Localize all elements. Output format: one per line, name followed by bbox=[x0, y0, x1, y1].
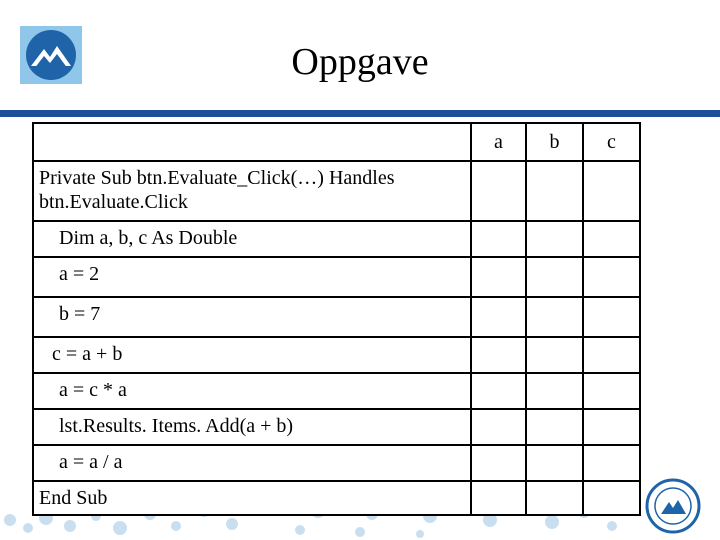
code-trace-table bbox=[32, 122, 641, 516]
table-row bbox=[33, 337, 640, 373]
value-cell-c[interactable] bbox=[583, 409, 640, 445]
table-header-row bbox=[33, 123, 640, 161]
value-cell-a[interactable] bbox=[471, 297, 526, 337]
value-cell-c[interactable] bbox=[583, 373, 640, 409]
table-row bbox=[33, 257, 640, 297]
code-cell bbox=[33, 337, 471, 373]
value-cell-b[interactable] bbox=[526, 481, 583, 515]
code-cell bbox=[33, 161, 471, 221]
code-line: End Sub bbox=[39, 487, 108, 509]
header-b: b bbox=[526, 123, 583, 161]
code-line: a = c * a bbox=[59, 379, 127, 401]
code-cell bbox=[33, 221, 471, 257]
value-cell-a[interactable] bbox=[471, 221, 526, 257]
value-cell-a[interactable] bbox=[471, 481, 526, 515]
value-cell-b[interactable] bbox=[526, 409, 583, 445]
header-c: c bbox=[583, 123, 640, 161]
title-divider bbox=[0, 110, 720, 117]
value-cell-c[interactable] bbox=[583, 481, 640, 515]
value-cell-c[interactable] bbox=[583, 445, 640, 481]
value-cell-b[interactable] bbox=[526, 373, 583, 409]
code-line: b = 7 bbox=[59, 303, 101, 325]
slide-title: Oppgave bbox=[291, 41, 429, 83]
code-cell bbox=[33, 373, 471, 409]
table-row bbox=[33, 297, 640, 337]
value-cell-b[interactable] bbox=[526, 297, 583, 337]
code-cell bbox=[33, 257, 471, 297]
table-row bbox=[33, 409, 640, 445]
code-cell bbox=[33, 297, 471, 337]
table-row bbox=[33, 481, 640, 515]
value-cell-a[interactable] bbox=[471, 337, 526, 373]
code-cell bbox=[33, 409, 471, 445]
value-cell-c[interactable] bbox=[583, 257, 640, 297]
value-cell-b[interactable] bbox=[526, 257, 583, 297]
value-cell-c[interactable] bbox=[583, 337, 640, 373]
code-line: lst.Results. Items. Add(a + b) bbox=[59, 415, 294, 437]
value-cell-a[interactable] bbox=[471, 257, 526, 297]
value-cell-c[interactable] bbox=[583, 221, 640, 257]
value-cell-c[interactable] bbox=[583, 297, 640, 337]
code-line: a = a / a bbox=[59, 451, 123, 473]
value-cell-b[interactable] bbox=[526, 161, 583, 221]
code-line: Dim a, b, c As Double bbox=[59, 227, 238, 249]
code-line: a = 2 bbox=[59, 263, 100, 285]
code-line: Private Sub btn.Evaluate_Click(…) Handles btn.Evaluate.Click bbox=[39, 167, 395, 213]
value-cell-a[interactable] bbox=[471, 161, 526, 221]
value-cell-a[interactable] bbox=[471, 409, 526, 445]
table-row bbox=[33, 373, 640, 409]
header-a: a bbox=[471, 123, 526, 161]
table-row bbox=[33, 221, 640, 257]
value-cell-b[interactable] bbox=[526, 221, 583, 257]
code-cell bbox=[33, 481, 471, 515]
university-seal-icon bbox=[645, 478, 701, 539]
code-line: c = a + b bbox=[52, 343, 123, 365]
code-cell bbox=[33, 445, 471, 481]
value-cell-b[interactable] bbox=[526, 337, 583, 373]
value-cell-b[interactable] bbox=[526, 445, 583, 481]
header-code bbox=[33, 123, 471, 161]
table-row bbox=[33, 161, 640, 221]
value-cell-a[interactable] bbox=[471, 445, 526, 481]
value-cell-a[interactable] bbox=[471, 373, 526, 409]
table-row bbox=[33, 445, 640, 481]
value-cell-c[interactable] bbox=[583, 161, 640, 221]
